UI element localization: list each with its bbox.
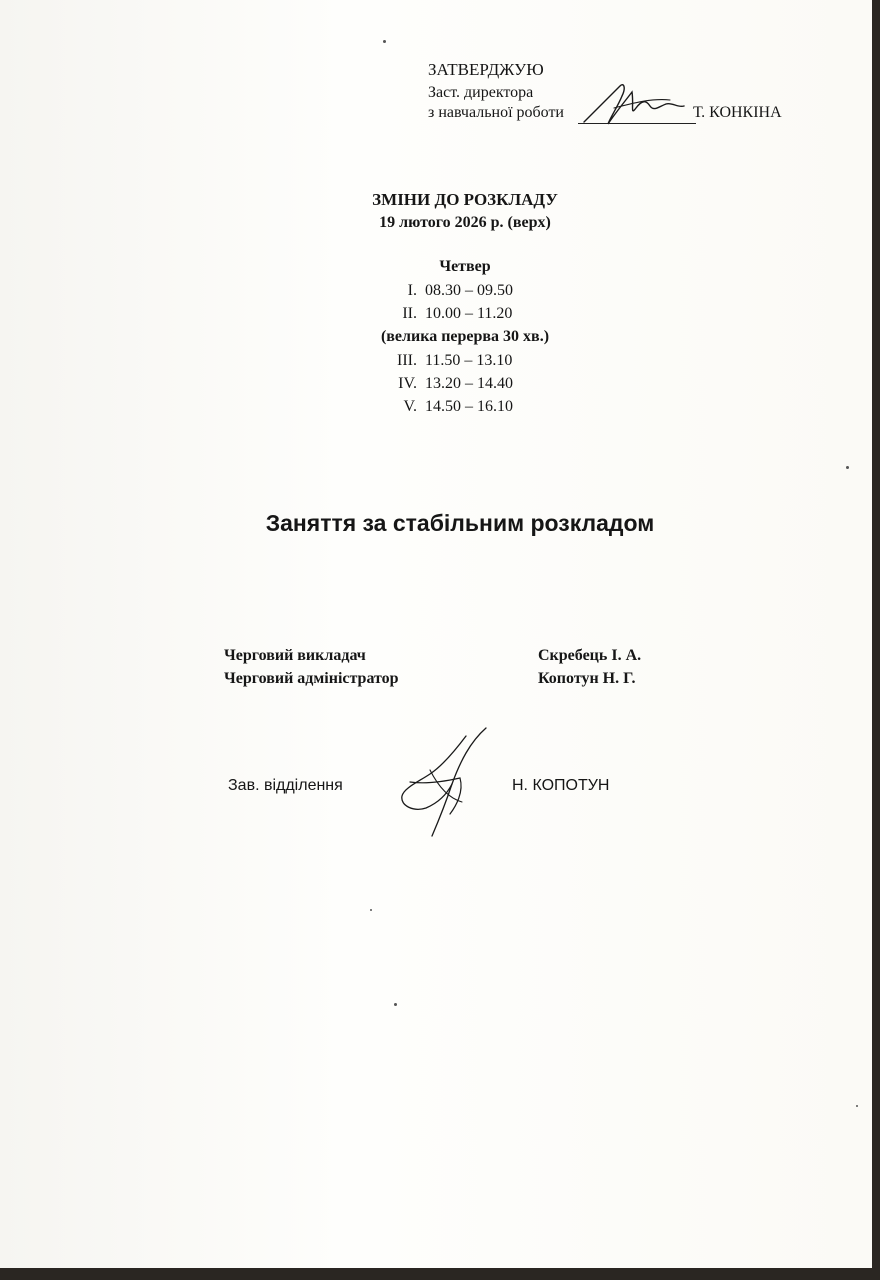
deputy-director-signature (580, 78, 700, 130)
period-number: V. (403, 398, 417, 415)
paper-speck (846, 466, 849, 469)
paper-speck (856, 1105, 858, 1107)
paper-speck (394, 1003, 397, 1006)
period-row (397, 352, 513, 374)
period-row (402, 305, 513, 327)
period-time: 10.00 – 11.20 (425, 305, 513, 322)
period-time: 11.50 – 13.10 (425, 352, 513, 369)
approval-position-line2: з навчальної роботи (428, 104, 564, 121)
approval-position-line1: Заст. директора (428, 84, 534, 101)
document-date: 19 лютого 2026 р. (верх) (379, 214, 551, 231)
department-head-signature (390, 722, 510, 842)
approval-heading: ЗАТВЕРДЖУЮ (428, 60, 544, 79)
paper-speck (383, 40, 386, 43)
period-number: IV. (398, 375, 417, 392)
document-title: ЗМІНИ ДО РОЗКЛАДУ (372, 190, 558, 209)
period-row (407, 282, 513, 304)
approval-name: Т. КОНКІНА (693, 104, 782, 121)
weekday: Четвер (439, 258, 491, 275)
head-role: Зав. відділення (228, 777, 343, 794)
break-note: (велика перерва 30 хв.) (380, 328, 550, 345)
period-time: 08.30 – 09.50 (425, 282, 513, 299)
duty-role: Черговий адміністратор (224, 670, 399, 687)
period-number: III. (397, 352, 417, 369)
schedule-notice: Заняття за стабільним розкладом (265, 510, 655, 536)
period-time: 14.50 – 16.10 (425, 398, 513, 415)
period-row (403, 398, 513, 420)
period-number: II. (402, 305, 417, 322)
period-number: I. (407, 282, 417, 299)
duty-name: Скребець І. А. (538, 647, 642, 664)
paper-speck (370, 909, 372, 911)
duty-role: Черговий викладач (224, 647, 366, 664)
period-row (398, 375, 513, 397)
head-name: Н. КОПОТУН (512, 777, 610, 794)
period-time: 13.20 – 14.40 (425, 375, 513, 392)
duty-name: Копотун Н. Г. (538, 670, 636, 687)
